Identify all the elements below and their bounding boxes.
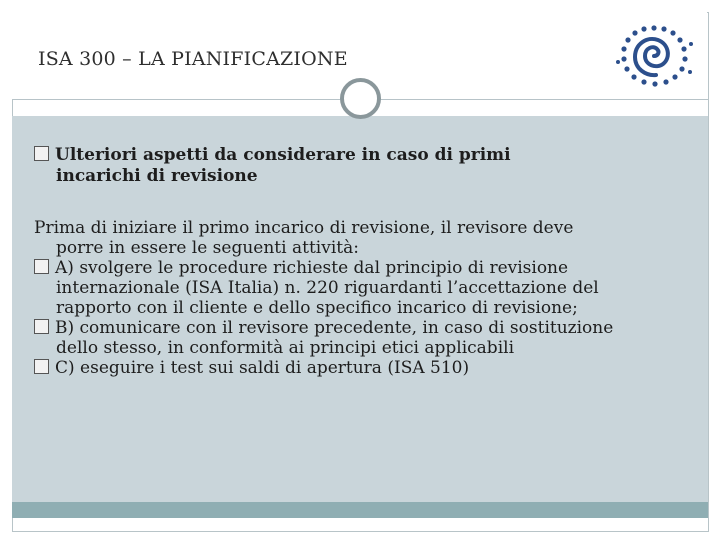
heading-line-2: incarichi di revisione: [56, 166, 258, 186]
bullet-a-line-3: rapporto con il cliente e dello specifico incarico di revisione;: [56, 298, 578, 318]
list-item: [34, 358, 694, 378]
intro-line-1: Prima di iniziare il primo incarico di revisione, il revisore deve: [34, 218, 574, 238]
bullet-a-line-1: A) svolgere le procedure richieste dal principio di revisione: [55, 258, 569, 278]
spiral-dots-icon: [614, 24, 694, 88]
bullet-c-line-1: C) eseguire i test sui saldi di apertura (ISA 510): [55, 358, 470, 378]
bullet-box-icon: [34, 359, 49, 374]
bullet-b-line-2: dello stesso, in conformità ai principi etici applicabili: [56, 338, 515, 358]
bullet-b-line-1: B) comunicare con il revisore precedente, in caso di sostituzione: [55, 318, 614, 338]
bullet-a-line-2: internazionale (ISA Italia) n. 220 riguardanti l’accettazione del: [56, 278, 599, 298]
list-item: [34, 258, 694, 278]
slide-title: ISA 300 – LA PIANIFICAZIONE: [38, 48, 348, 70]
bullet-box-icon: [34, 319, 49, 334]
intro-line-2: porre in essere le seguenti attività:: [56, 238, 359, 258]
list-item: [34, 318, 694, 338]
bullet-box-icon: [34, 146, 49, 161]
bottom-bar: [12, 502, 708, 518]
body-text: [34, 218, 694, 378]
ring-ornament: [340, 78, 381, 119]
heading-line-1: Ulteriori aspetti da considerare in caso di primi: [55, 145, 511, 165]
section-heading: [34, 145, 674, 187]
bullet-box-icon: [34, 259, 49, 274]
